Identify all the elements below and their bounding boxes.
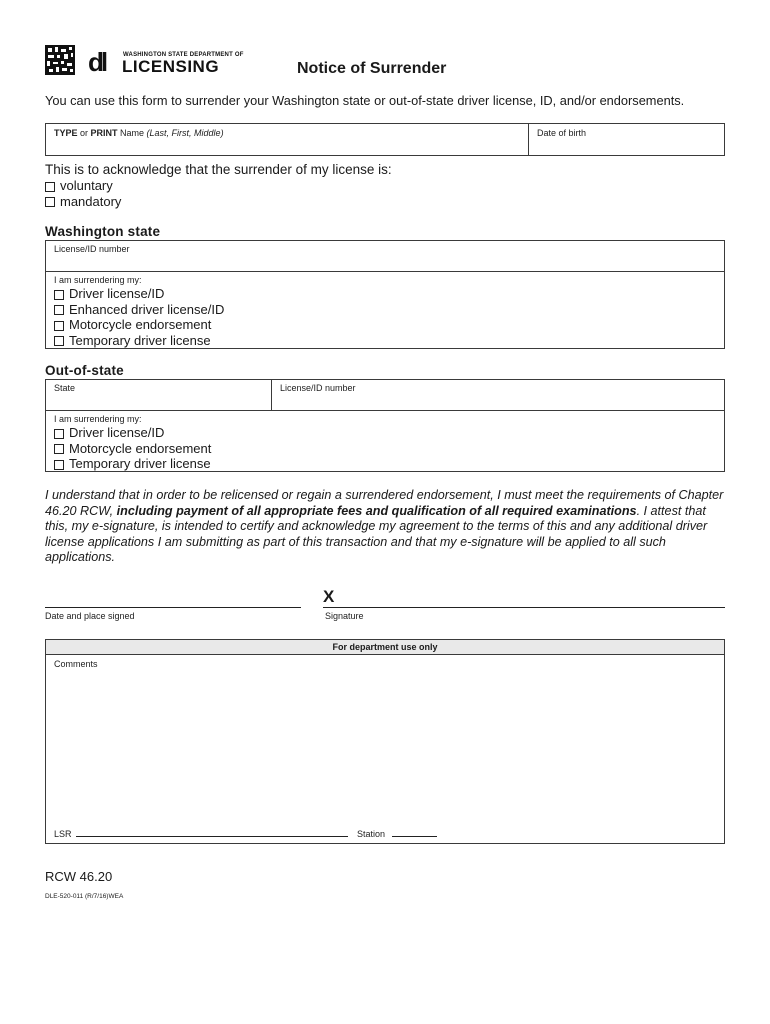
statement-bold: including payment of all appropriate fees and qualification of all required examinations xyxy=(116,503,637,518)
out-of-state-heading: Out-of-state xyxy=(45,363,124,378)
checkbox-wa-motorcycle[interactable] xyxy=(54,321,64,331)
wa-license-field[interactable] xyxy=(45,240,725,272)
oos-state-field[interactable] xyxy=(45,379,272,411)
option-mandatory[interactable] xyxy=(45,194,121,210)
name-field-label xyxy=(54,128,224,138)
checkbox-mandatory[interactable] xyxy=(45,197,55,207)
option-voluntary[interactable] xyxy=(45,178,121,194)
dob-label: Date of birth xyxy=(537,128,587,138)
name-label: Name xyxy=(117,128,147,138)
dept-use-header xyxy=(45,639,725,655)
date-place-line[interactable] xyxy=(45,607,301,608)
wa-option-label: Temporary driver license xyxy=(69,332,211,348)
attestation-statement xyxy=(45,488,725,566)
name-hint: (Last, First, Middle) xyxy=(146,128,224,138)
washington-heading: Washington state xyxy=(45,224,161,239)
form-id: DLE-520-011 (R/7/16)WEA xyxy=(45,893,124,900)
dept-name: LICENSING xyxy=(122,57,220,76)
wa-option-label: Enhanced driver license/ID xyxy=(69,301,225,317)
licensing-logo xyxy=(88,47,244,77)
dept-use-box xyxy=(45,654,725,844)
oos-option-temporary[interactable] xyxy=(54,456,211,472)
signature-label: Signature xyxy=(325,611,364,621)
wa-option-temporary[interactable] xyxy=(54,333,224,349)
wa-option-label: Motorcycle endorsement xyxy=(69,317,212,332)
wa-option-driver-license[interactable] xyxy=(54,286,224,302)
dept-use-heading: For department use only xyxy=(332,642,438,652)
checkbox-oos-driver-license[interactable] xyxy=(54,429,64,439)
dob-field[interactable] xyxy=(528,123,725,156)
option-voluntary-label: voluntary xyxy=(60,178,113,193)
page-title: Notice of Surrender xyxy=(297,60,447,77)
station-label: Station xyxy=(357,829,386,839)
signature-x-mark: X xyxy=(323,587,335,606)
oos-options xyxy=(54,425,211,472)
rcw-reference: RCW 46.20 xyxy=(45,869,113,884)
oos-option-label: Motorcycle endorsement xyxy=(69,440,212,456)
wa-option-label: Driver license/ID xyxy=(69,286,165,301)
oos-license-label: License/ID number xyxy=(280,383,356,393)
intro-text: You can use this form to surrender your Washington state or out-of-state driver license, ID, and/or endorsements. xyxy=(45,93,685,108)
print-label: PRINT xyxy=(90,128,118,138)
lsr-line[interactable] xyxy=(76,836,348,837)
oos-option-motorcycle[interactable] xyxy=(54,441,211,457)
comments-label: Comments xyxy=(54,659,98,669)
oos-license-field[interactable] xyxy=(271,379,725,411)
checkbox-oos-motorcycle[interactable] xyxy=(54,444,64,454)
lsr-label: LSR xyxy=(54,829,72,839)
statement-part1: I understand that in order to be relicensed or regain a surrendered endorsement, I must meet the requirements of Chapter 46.20 RCW, xyxy=(45,488,724,518)
checkbox-wa-driver-license[interactable] xyxy=(54,290,64,300)
checkbox-wa-temporary[interactable] xyxy=(54,336,64,346)
wa-surrender-box xyxy=(45,271,725,349)
oos-surrender-label: I am surrendering my: xyxy=(54,414,142,424)
checkbox-oos-temporary[interactable] xyxy=(54,460,64,470)
acknowledge-options xyxy=(45,178,121,209)
checkbox-wa-enhanced[interactable] xyxy=(54,305,64,315)
or-label: or xyxy=(77,128,91,138)
acknowledge-text: This is to acknowledge that the surrender of my license is: xyxy=(45,162,392,177)
oos-surrender-box xyxy=(45,410,725,472)
wa-option-enhanced[interactable] xyxy=(54,302,224,318)
dl-logo-mark: dl xyxy=(88,47,106,77)
station-line[interactable] xyxy=(392,836,437,837)
wa-surrender-label: I am surrendering my: xyxy=(54,275,142,285)
qr-code-icon xyxy=(45,45,75,75)
dept-line: WASHINGTON STATE DEPARTMENT OF xyxy=(123,52,244,58)
date-place-label: Date and place signed xyxy=(45,611,135,621)
type-label: TYPE xyxy=(54,128,78,138)
name-field[interactable] xyxy=(45,123,529,156)
wa-option-motorcycle[interactable] xyxy=(54,317,224,333)
signature-line[interactable] xyxy=(323,607,725,608)
oos-option-label: Temporary driver license xyxy=(69,456,211,471)
wa-license-label: License/ID number xyxy=(54,244,130,254)
option-mandatory-label: mandatory xyxy=(60,193,122,209)
wa-options xyxy=(54,286,224,348)
statement-part2: . I attest that this, my e-signature, is intended to certify and acknowledge my agreement to the terms of this and any additional driver license applications I am submitting as part of this transaction and that my e-signature will be applied to all such applications. xyxy=(45,503,708,564)
checkbox-voluntary[interactable] xyxy=(45,182,55,192)
oos-state-label: State xyxy=(54,383,76,393)
oos-option-label: Driver license/ID xyxy=(69,425,165,440)
oos-option-driver-license[interactable] xyxy=(54,425,211,441)
